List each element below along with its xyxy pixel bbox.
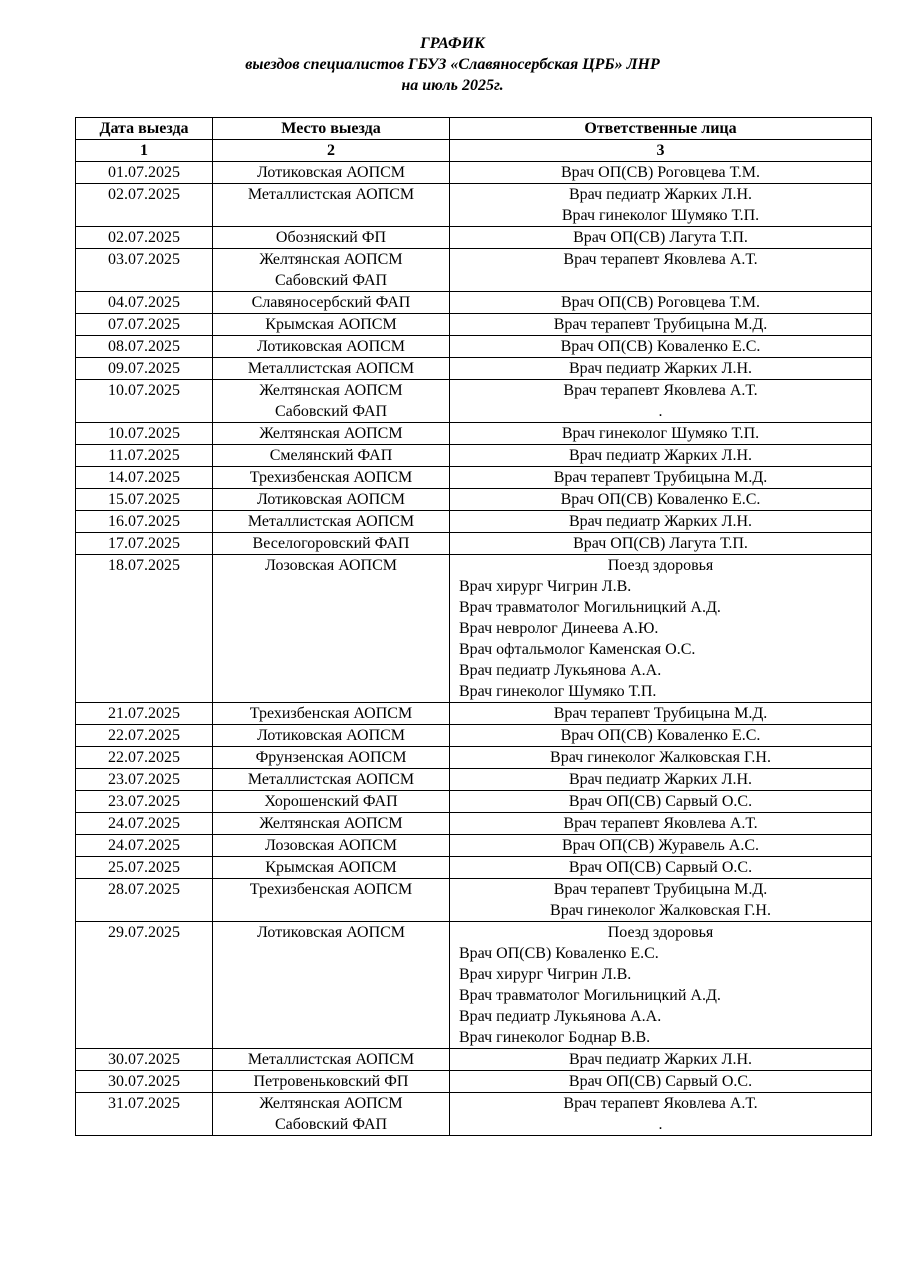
cell-place [213, 227, 450, 249]
cell-persons [450, 791, 872, 813]
cell-date: 24.07.2025 [76, 813, 213, 835]
responsible-person: Врач терапевт Трубицына М.Д. [553, 705, 768, 722]
table-row [76, 555, 872, 703]
cell-place [213, 813, 450, 835]
column-number: 1 [76, 140, 213, 162]
place-name: Сабовский ФАП [274, 403, 388, 420]
table-row [76, 725, 872, 747]
responsible-person: Врач гинеколог Шумяко Т.П. [459, 683, 657, 700]
cell-date: 21.07.2025 [76, 703, 213, 725]
cell-date: 23.07.2025 [76, 769, 213, 791]
place-name: Металлистская АОПСМ [247, 186, 415, 203]
cell-date: 24.07.2025 [76, 835, 213, 857]
responsible-person: Врач терапевт Трубицына М.Д. [553, 881, 768, 898]
place-name: Лотиковская АОПСМ [256, 727, 406, 744]
cell-place [213, 769, 450, 791]
place-name: Желтянская АОПСМ [259, 1095, 403, 1112]
responsible-person: Врач гинеколог Шумяко Т.П. [561, 425, 760, 442]
health-train-label: Поезд здоровья [607, 924, 714, 941]
place-name: Обозняский ФП [275, 229, 387, 246]
responsible-person: Врач ОП(СВ) Сарвый О.С. [568, 859, 753, 876]
table-row [76, 314, 872, 336]
place-name: Хорошенский ФАП [264, 793, 398, 810]
table-row [76, 703, 872, 725]
cell-persons [450, 769, 872, 791]
place-name: Трехизбенская АОПСМ [249, 705, 413, 722]
table-row [76, 835, 872, 857]
cell-date: 17.07.2025 [76, 533, 213, 555]
place-name: Металлистская АОПСМ [247, 513, 415, 530]
responsible-person: Врач ОП(СВ) Коваленко Е.С. [560, 338, 761, 355]
cell-persons [450, 445, 872, 467]
cell-place [213, 1093, 450, 1136]
cell-persons [450, 1093, 872, 1136]
cell-persons [450, 725, 872, 747]
place-name: Трехизбенская АОПСМ [249, 469, 413, 486]
place-name: Лотиковская АОПСМ [256, 338, 406, 355]
table-row [76, 1093, 872, 1136]
cell-date: 29.07.2025 [76, 922, 213, 1049]
table-row [76, 1071, 872, 1093]
title-line-1: ГРАФИК [420, 35, 485, 52]
cell-persons [450, 703, 872, 725]
cell-place [213, 445, 450, 467]
responsible-person: . [658, 1116, 663, 1133]
place-name: Трехизбенская АОПСМ [249, 881, 413, 898]
cell-persons [450, 314, 872, 336]
header-date: Дата выезда [76, 118, 213, 140]
table-row [76, 533, 872, 555]
responsible-person: Врач педиатр Жарких Л.Н. [569, 1051, 752, 1068]
cell-place [213, 725, 450, 747]
cell-persons [450, 555, 872, 703]
cell-persons [450, 358, 872, 380]
place-name: Петровеньковский ФП [253, 1073, 409, 1090]
cell-place [213, 857, 450, 879]
cell-persons [450, 423, 872, 445]
column-number: 3 [450, 140, 872, 162]
schedule-table [75, 117, 872, 1136]
responsible-person: Врач педиатр Жарких Л.Н. [569, 771, 752, 788]
schedule-body [76, 162, 872, 1136]
cell-place [213, 533, 450, 555]
cell-date: 03.07.2025 [76, 249, 213, 292]
header-row [76, 118, 872, 140]
cell-place [213, 336, 450, 358]
cell-date: 30.07.2025 [76, 1071, 213, 1093]
document-title [0, 33, 905, 96]
place-name: Желтянская АОПСМ [259, 251, 403, 268]
responsible-person: Врач педиатр Жарких Л.Н. [569, 513, 752, 530]
place-name: Лозовская АОПСМ [265, 557, 397, 574]
responsible-person: Врач гинеколог Боднар В.В. [459, 1029, 651, 1046]
responsible-person: Врач терапевт Трубицына М.Д. [553, 469, 768, 486]
table-row [76, 423, 872, 445]
responsible-person: Врач ОП(СВ) Лагута Т.П. [573, 535, 748, 552]
cell-date: 02.07.2025 [76, 227, 213, 249]
column-number-row [76, 140, 872, 162]
header-place: Место выезда [213, 118, 450, 140]
responsible-person: Врач педиатр Жарких Л.Н. [569, 360, 752, 377]
cell-place [213, 358, 450, 380]
cell-persons [450, 533, 872, 555]
cell-persons [450, 857, 872, 879]
cell-persons [450, 922, 872, 1049]
table-row [76, 445, 872, 467]
cell-date: 22.07.2025 [76, 747, 213, 769]
place-name: Фрунзенская АОПСМ [255, 749, 407, 766]
place-name: Крымская АОПСМ [265, 859, 397, 876]
responsible-person: Врач хирург Чигрин Л.В. [459, 966, 632, 983]
responsible-person: Врач гинеколог Жалковская Г.Н. [550, 749, 771, 766]
cell-date: 07.07.2025 [76, 314, 213, 336]
cell-place [213, 162, 450, 184]
cell-date: 30.07.2025 [76, 1049, 213, 1071]
table-row [76, 769, 872, 791]
table-row [76, 249, 872, 292]
place-name: Желтянская АОПСМ [259, 382, 403, 399]
responsible-person: Врач ОП(СВ) Сарвый О.С. [568, 793, 753, 810]
cell-persons [450, 489, 872, 511]
cell-date: 09.07.2025 [76, 358, 213, 380]
cell-persons [450, 162, 872, 184]
cell-place [213, 555, 450, 703]
table-row [76, 791, 872, 813]
header-persons: Ответственные лица [450, 118, 872, 140]
responsible-person: Врач педиатр Лукьянова А.А. [459, 1008, 662, 1025]
responsible-person: Врач терапевт Яковлева А.Т. [563, 382, 758, 399]
health-train-label: Поезд здоровья [607, 557, 714, 574]
responsible-person: . [658, 403, 663, 420]
cell-date: 11.07.2025 [76, 445, 213, 467]
responsible-person: Врач терапевт Яковлева А.Т. [563, 1095, 758, 1112]
cell-persons [450, 184, 872, 227]
table-row [76, 813, 872, 835]
responsible-person: Врач терапевт Яковлева А.Т. [563, 251, 758, 268]
cell-date: 16.07.2025 [76, 511, 213, 533]
cell-place [213, 922, 450, 1049]
cell-persons [450, 227, 872, 249]
responsible-person: Врач ОП(СВ) Коваленко Е.С. [459, 945, 659, 962]
responsible-person: Врач педиатр Жарких Л.Н. [569, 447, 752, 464]
table-row [76, 227, 872, 249]
place-name: Металлистская АОПСМ [247, 360, 415, 377]
place-name: Желтянская АОПСМ [259, 815, 403, 832]
responsible-person: Врач ОП(СВ) Лагута Т.П. [573, 229, 748, 246]
cell-persons [450, 336, 872, 358]
place-name: Лозовская АОПСМ [265, 837, 397, 854]
cell-place [213, 879, 450, 922]
cell-date: 22.07.2025 [76, 725, 213, 747]
cell-date: 01.07.2025 [76, 162, 213, 184]
cell-place [213, 511, 450, 533]
title-line-3: на июль 2025г. [401, 77, 504, 94]
cell-date: 04.07.2025 [76, 292, 213, 314]
cell-persons [450, 380, 872, 423]
table-row [76, 292, 872, 314]
cell-persons [450, 1049, 872, 1071]
place-name: Веселогоровский ФАП [252, 535, 410, 552]
place-name: Металлистская АОПСМ [247, 1051, 415, 1068]
column-number: 2 [213, 140, 450, 162]
cell-place [213, 489, 450, 511]
cell-place [213, 423, 450, 445]
cell-date: 25.07.2025 [76, 857, 213, 879]
cell-place [213, 249, 450, 292]
cell-place [213, 314, 450, 336]
cell-date: 14.07.2025 [76, 467, 213, 489]
cell-date: 02.07.2025 [76, 184, 213, 227]
cell-date: 23.07.2025 [76, 791, 213, 813]
cell-persons [450, 467, 872, 489]
cell-date: 08.07.2025 [76, 336, 213, 358]
cell-persons [450, 813, 872, 835]
cell-persons [450, 879, 872, 922]
title-line-2: выездов специалистов ГБУЗ «Славяносербская ЦРБ» ЛНР [245, 56, 660, 73]
place-name: Металлистская АОПСМ [247, 771, 415, 788]
cell-date: 15.07.2025 [76, 489, 213, 511]
table-row [76, 184, 872, 227]
table-row [76, 380, 872, 423]
place-name: Лотиковская АОПСМ [256, 164, 406, 181]
cell-date: 28.07.2025 [76, 879, 213, 922]
responsible-person: Врач ОП(СВ) Коваленко Е.С. [560, 491, 761, 508]
table-row [76, 336, 872, 358]
cell-date: 31.07.2025 [76, 1093, 213, 1136]
cell-place [213, 1049, 450, 1071]
table-row [76, 857, 872, 879]
cell-date: 10.07.2025 [76, 380, 213, 423]
cell-place [213, 184, 450, 227]
table-row [76, 511, 872, 533]
cell-place [213, 791, 450, 813]
place-name: Смелянский ФАП [269, 447, 393, 464]
cell-persons [450, 747, 872, 769]
cell-place [213, 292, 450, 314]
cell-persons [450, 511, 872, 533]
responsible-person: Врач невролог Динеева А.Ю. [459, 620, 659, 637]
responsible-person: Врач терапевт Трубицына М.Д. [553, 316, 768, 333]
cell-place [213, 380, 450, 423]
place-name: Сабовский ФАП [274, 1116, 388, 1133]
cell-persons [450, 292, 872, 314]
place-name: Желтянская АОПСМ [259, 425, 403, 442]
table-row [76, 1049, 872, 1071]
responsible-person: Врач гинеколог Жалковская Г.Н. [550, 902, 771, 919]
place-name: Лотиковская АОПСМ [256, 924, 406, 941]
responsible-person: Врач педиатр Лукьянова А.А. [459, 662, 662, 679]
responsible-person: Врач травматолог Могильницкий А.Д. [459, 599, 721, 616]
table-row [76, 358, 872, 380]
cell-place [213, 747, 450, 769]
place-name: Сабовский ФАП [274, 272, 388, 289]
cell-date: 10.07.2025 [76, 423, 213, 445]
place-name: Крымская АОПСМ [265, 316, 397, 333]
responsible-person: Врач гинеколог Шумяко Т.П. [561, 207, 760, 224]
cell-place [213, 703, 450, 725]
responsible-person: Врач ОП(СВ) Роговцева Т.М. [560, 294, 760, 311]
cell-place [213, 1071, 450, 1093]
place-name: Славяносербский ФАП [251, 294, 411, 311]
table-row [76, 922, 872, 1049]
table-row [76, 747, 872, 769]
cell-persons [450, 835, 872, 857]
cell-date: 18.07.2025 [76, 555, 213, 703]
cell-persons [450, 249, 872, 292]
responsible-person: Врач ОП(СВ) Роговцева Т.М. [560, 164, 760, 181]
responsible-person: Врач ОП(СВ) Журавель А.С. [561, 837, 759, 854]
cell-persons [450, 1071, 872, 1093]
place-name: Лотиковская АОПСМ [256, 491, 406, 508]
responsible-person: Врач травматолог Могильницкий А.Д. [459, 987, 721, 1004]
responsible-person: Врач терапевт Яковлева А.Т. [563, 815, 758, 832]
cell-place [213, 467, 450, 489]
table-row [76, 489, 872, 511]
responsible-person: Врач офтальмолог Каменская О.С. [459, 641, 696, 658]
cell-place [213, 835, 450, 857]
responsible-person: Врач ОП(СВ) Коваленко Е.С. [560, 727, 761, 744]
responsible-person: Врач педиатр Жарких Л.Н. [569, 186, 752, 203]
table-row [76, 467, 872, 489]
table-row [76, 879, 872, 922]
responsible-person: Врач ОП(СВ) Сарвый О.С. [568, 1073, 753, 1090]
table-row [76, 162, 872, 184]
responsible-person: Врач хирург Чигрин Л.В. [459, 578, 632, 595]
